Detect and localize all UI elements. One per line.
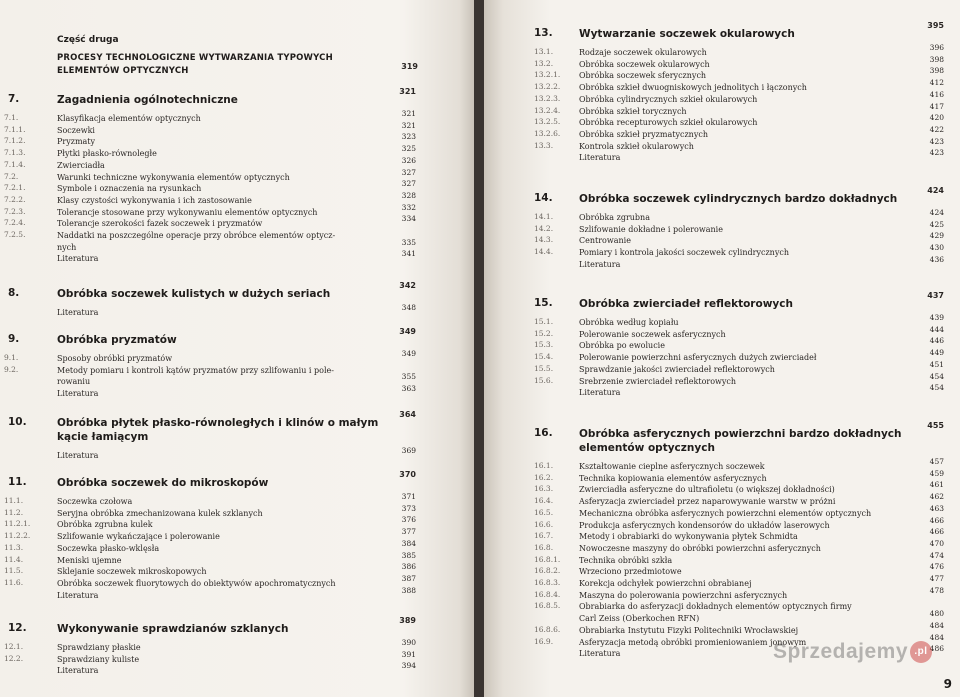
entry-page-number: 459 [929,468,944,478]
entry-number: 7.1.2. [4,136,26,146]
entry-title: Szlifowanie wykańczające i polerowanie [57,532,220,542]
left-page [0,0,474,697]
entry-page-number: 454 [929,383,944,393]
chapter-page-number: 370 [399,470,416,479]
entry-title: Obróbka zgrubna kulek [57,520,153,530]
entry-number: 16.6. [534,519,554,529]
entry-page-number: 332 [401,202,416,212]
entry-page-number: 444 [929,324,944,334]
chapter-title-cont: kącie łamiącym [57,431,149,443]
entry-number: 15.4. [534,352,554,362]
entry-title: Sprawdzanie jakości zwierciadeł reflektorowych [579,364,775,374]
entry-number: 14.2. [534,223,554,233]
entry-page-number: 424 [929,208,944,217]
entry-title: Zwierciadła [57,160,105,170]
chapter-number: 15. [534,297,553,309]
entry-title: Meniski ujemne [57,555,122,565]
entry-page-number: 422 [929,124,944,134]
entry-title: Obróbka według kopiału [579,318,679,327]
entry-page-number: 466 [929,515,944,525]
entry-page-number: 454 [929,371,944,381]
entry-title: Srebrzenie zwierciadeł reflektorowych [579,376,737,386]
entry-number: 16.8.5. [534,601,561,611]
entry-page-number: 371 [401,492,416,501]
entry-title: Płytki płasko-równoległe [57,149,157,159]
entry-title: Literatura [57,389,99,399]
entry-title: Kształtowanie cieplne asferycznych soczewek [579,462,765,471]
entry-number: 11.2. [4,507,24,517]
entry-number: 7.2. [4,171,19,181]
entry-page-number: 387 [401,573,416,583]
entry-page-number: 326 [401,155,416,165]
entry-page-number: 325 [401,144,416,154]
entry-title: Sprawdziany płaskie [57,643,141,652]
entry-page-number: 477 [929,574,944,583]
part-title-line1: PROCESY TECHNOLOGICZNE WYTWARZANIA TYPOWYCH [57,53,333,63]
chapter-number: 12. [8,622,27,634]
chapter-number: 13. [534,27,553,39]
entry-title: Obróbka szkieł torycznych [579,106,687,116]
entry-page-number: 429 [929,231,944,241]
entry-number: 13.1. [534,47,554,56]
entry-number: 14.1. [534,212,554,221]
entry-number: 16.8.4. [534,589,561,599]
chapter-title: Obróbka asferycznych powierzchni bardzo dokładnych [579,428,902,440]
chapter-number: 11. [8,476,27,488]
entry-number: 11.4. [4,554,24,564]
entry-title: Obrabiarka do asferyzacji dokładnych elementów optycznych firmy [579,602,852,612]
chapter-title: Obróbka soczewek do mikroskopów [57,477,269,489]
entry-page-number: 470 [929,538,944,548]
entry-page-number: 466 [929,527,944,537]
entry-number: 11.6. [4,577,24,587]
entry-page-number: 341 [401,249,416,259]
entry-title: Metody pomiaru i kontroli kątów pryzmatów przy szlifowaniu i pole- [57,365,334,375]
entry-page-number: 327 [401,179,416,189]
chapter-title: Obróbka płytek płasko-równoległych i klinów o małym [57,417,379,429]
entry-page-number: 439 [929,313,944,322]
entry-number: 15.3. [534,340,554,350]
entry-number: 16.8. [534,542,554,552]
entry-page-number: 462 [929,492,944,502]
entry-page-number: 348 [401,303,416,312]
entry-page-number: 478 [929,585,944,595]
entry-title: Polerowanie powierzchni asferycznych dużych zwierciadeł [579,353,817,363]
entry-title: Obróbka soczewek okularowych [579,59,710,69]
entry-title: Zwierciadła asferyczne do ultrafioletu (o większej dokładności) [579,485,835,495]
entry-page-number: 423 [929,136,944,146]
entry-page-number: 396 [929,43,944,52]
entry-title: Klasy czystości wykonywania i ich zastosowanie [57,195,252,205]
entry-title: Obróbka zgrubna [579,213,650,222]
entry-number: 15.1. [534,317,554,326]
corner-page-number: 9 [943,677,952,691]
entry-page-number: 436 [929,254,944,264]
entry-title: Symbole i oznaczenia na rysunkach [57,184,202,194]
entry-page-number: 388 [401,585,416,595]
entry-title: Obrabiarka Instytutu Fizyki Politechniki Wrocławskiej [579,625,799,635]
entry-title: Sprawdziany kuliste [57,654,140,664]
entry-title: Sposoby obróbki pryzmatów [57,354,173,363]
entry-title: Literatura [579,259,621,269]
entry-page-number: 476 [929,562,944,572]
entry-title: Obróbka soczewek fluorytowych do obiektywów apochromatycznych [57,578,336,588]
entry-title: Literatura [579,153,621,163]
entry-number: 7.2.5. [4,230,26,239]
entry-number: 13.2.2. [534,82,561,92]
entry-number: 16.8.1. [534,554,561,564]
entry-number: 13.2.4. [534,105,561,115]
chapter-number: 14. [534,192,553,204]
entry-page-number: 484 [929,632,944,642]
entry-number: 13.2.6. [534,128,561,138]
entry-title: Metody i obrabiarki do wykonywania płytek Schmidta [579,532,798,542]
entry-page-number: 417 [929,101,944,111]
part-label: Część druga [57,35,119,45]
entry-title: Literatura [57,254,99,264]
entry-number: 13.2. [534,58,554,68]
entry-page-number: 386 [401,562,416,572]
chapter-title: Zagadnienia ogólnotechniczne [57,94,238,106]
chapter-title: Obróbka soczewek kulistych w dużych seriach [57,288,331,300]
entry-title: Soczewka płasko-wklęsła [57,543,160,553]
entry-page-number: 349 [401,349,416,358]
entry-number: 13.2.5. [534,117,561,127]
entry-number: 7.2.2. [4,194,26,204]
entry-page-number: 373 [401,503,416,513]
entry-page-number: 480 [929,609,944,619]
entry-title: Produkcja asferycznych kondensorów do układów laserowych [579,520,830,530]
entry-number: 7.1.4. [4,159,26,169]
entry-number: 11.3. [4,542,24,552]
entry-number: 15.5. [534,363,554,373]
entry-number: 14.4. [534,247,554,257]
entry-title: Obróbka szkieł pryzmatycznych [579,129,708,139]
entry-page-number: 398 [929,54,944,64]
entry-number: 14.3. [534,235,554,245]
entry-page-number: 430 [929,243,944,253]
chapter-title: Obróbka zwierciadeł reflektorowych [579,298,793,310]
chapter-title-cont: elementów optycznych [579,442,715,454]
entry-number: 16.1. [534,461,554,470]
entry-page-number: 335 [401,237,416,247]
entry-number: 11.5. [4,566,24,576]
entry-title: Szlifowanie dokładne i polerowanie [579,224,723,234]
entry-number: 11.1. [4,496,24,505]
entry-number: 7.1.3. [4,148,26,158]
chapter-title: Obróbka pryzmatów [57,334,177,346]
entry-title: Nowoczesne maszyny do obróbki powierzchni asferycznych [579,543,821,553]
entry-page-number: 385 [401,550,416,560]
chapter-number: 16. [534,427,553,439]
entry-page-number: 486 [929,644,944,654]
entry-title: Literatura [579,388,621,398]
entry-title-cont: nych [57,242,77,252]
entry-title: Maszyna do polerowania powierzchni asferycznych [579,590,788,600]
entry-number: 15.6. [534,375,554,385]
entry-number: 16.2. [534,472,554,482]
entry-title: Klasyfikacja elementów optycznych [57,114,201,123]
chapter-title: Wytwarzanie soczewek okularowych [579,28,795,40]
entry-title: Literatura [57,666,99,676]
entry-title-cont: rowaniu [57,377,91,387]
entry-title: Wrzeciono przedmiotowe [579,567,682,577]
entry-title: Pomiary i kontrola jakości soczewek cylindrycznych [579,248,789,258]
entry-page-number: 474 [929,550,944,560]
entry-number: 12.1. [4,642,24,651]
entry-number: 16.8.2. [534,566,561,576]
entry-title: Rodzaje soczewek okularowych [579,48,707,57]
entry-number: 15.2. [534,328,554,338]
entry-title: Polerowanie soczewek asferycznych [579,329,726,339]
entry-page-number: 384 [401,538,416,548]
entry-title: Asferyzacja metodą obróbki promieniowaniem jonowym [579,637,807,647]
entry-number: 16.9. [534,636,554,646]
entry-page-number: 457 [929,457,944,466]
entry-number: 16.8.6. [534,624,561,634]
entry-page-number: 425 [929,219,944,229]
entry-page-number: 321 [401,120,416,130]
chapter-page-number: 342 [399,281,416,290]
entry-page-number: 446 [929,336,944,346]
entry-number: 13.2.3. [534,93,561,103]
entry-number: 7.2.3. [4,206,26,216]
chapter-page-number: 437 [927,291,944,300]
watermark [773,640,932,664]
chapter-number: 9. [8,333,20,345]
entry-title: Pryzmaty [57,137,96,147]
chapter-page-number: 424 [927,186,944,195]
entry-page-number: 363 [401,384,416,394]
entry-title: Literatura [57,451,99,460]
entry-title: Obróbka soczewek sferycznych [579,71,707,81]
chapter-page-number: 389 [399,616,416,625]
entry-page-number: 376 [401,515,416,525]
entry-title: Seryjna obróbka zmechanizowana kulek szklanych [57,508,263,518]
entry-title: Technika obróbki szkła [579,555,673,565]
entry-number: 16.5. [534,507,554,517]
entry-title: Korekcja odchyłek powierzchni obrabianej [579,579,752,588]
chapter-title: Obróbka soczewek cylindrycznych bardzo dokładnych [579,193,898,205]
entry-title: Warunki techniczne wykonywania elementów optycznych [57,172,290,182]
entry-page-number: 461 [929,480,944,490]
entry-number: 7.2.1. [4,183,26,193]
watermark-badge: .pl [910,641,932,663]
entry-page-number: 412 [929,78,944,88]
entry-page-number: 420 [929,113,944,123]
entry-title: Centrowanie [579,236,631,246]
entry-page-number: 369 [401,446,416,455]
entry-page-number: 390 [401,638,416,647]
entry-number: 11.2.2. [4,531,31,541]
entry-title: Tolerancje szerokości fazek soczewek i pryzmatów [57,219,263,229]
entry-title: Obróbka szkieł dwuogniskowych jednolitych i łączonych [579,83,807,93]
entry-title: Obróbka cylindrycznych szkieł okularowych [579,94,758,104]
chapter-page-number: 395 [927,21,944,30]
entry-title: Mechaniczna obróbka asferycznych powierzchni elementów optycznych [579,508,872,518]
chapter-page-number: 455 [927,421,944,430]
entry-title: Literatura [57,590,99,600]
entry-page-number: 484 [929,620,944,630]
entry-page-number: 451 [929,359,944,369]
entry-title: Obróbka po ewolucie [579,341,665,351]
book-gutter [474,0,484,697]
entry-number: 7.1.1. [4,124,26,134]
entry-title: Literatura [579,649,621,659]
entry-number: 9.2. [4,364,19,374]
entry-title: Soczewka czołowa [57,497,133,506]
entry-title: Sklejanie soczewek mikroskopowych [57,567,207,577]
chapter-page-number: 321 [399,87,416,96]
entry-number: 16.8.3. [534,578,561,587]
entry-page-number: 328 [401,190,416,200]
entry-number: 16.4. [534,496,554,506]
entry-title: Technika kopiowania elementów asferycznych [579,473,767,483]
chapter-title: Wykonywanie sprawdzianów szklanych [57,623,289,635]
entry-page-number: 394 [401,661,416,671]
chapter-number: 8. [8,287,20,299]
entry-page-number: 398 [929,66,944,76]
entry-title: Soczewki [57,125,95,135]
chapter-number: 10. [8,416,27,428]
entry-number: 11.2.1. [4,519,31,529]
entry-number: 9.1. [4,353,19,362]
entry-title: Asferyzacja zwierciadeł przez naparowywanie warstw w próżni [579,497,836,507]
chapter-page-number: 349 [399,327,416,336]
entry-page-number: 416 [929,89,944,99]
entry-title: Naddatki na poszczególne operacje przy obróbce elementów optycz- [57,231,336,240]
entry-page-number: 323 [401,132,416,142]
entry-page-number: 391 [401,649,416,659]
entry-page-number: 423 [929,148,944,158]
part-page-number: 319 [401,62,418,71]
entry-page-number: 321 [401,109,416,118]
entry-title: Obróbka recepturowych szkieł okularowych [579,118,758,128]
entry-number: 7.2.4. [4,218,26,228]
entry-page-number: 327 [401,167,416,177]
entry-number: 13.2.1. [534,70,561,80]
entry-number: 13.3. [534,140,554,150]
entry-page-number: 355 [401,372,416,382]
entry-page-number: 449 [929,348,944,358]
entry-number: 12.2. [4,653,24,663]
entry-page-number: 334 [401,214,416,224]
entry-title: Kontrola szkieł okularowych [579,141,694,151]
entry-title: Tolerancje stosowane przy wykonywaniu elementów optycznych [57,207,318,217]
right-page [484,0,960,697]
watermark-text: Sprzedajemy [772,640,908,663]
entry-number: 7.1. [4,113,19,122]
chapter-number: 7. [8,93,20,105]
entry-title: Literatura [57,308,99,317]
chapter-page-number: 364 [399,410,416,419]
entry-number: 16.7. [534,531,554,541]
entry-page-number: 377 [401,527,416,537]
entry-title-cont: Carl Zeiss (Oberkochen RFN) [579,614,700,624]
part-title-line2: ELEMENTÓW OPTYCZNYCH [57,66,189,76]
entry-number: 16.3. [534,484,554,494]
entry-page-number: 463 [929,503,944,513]
